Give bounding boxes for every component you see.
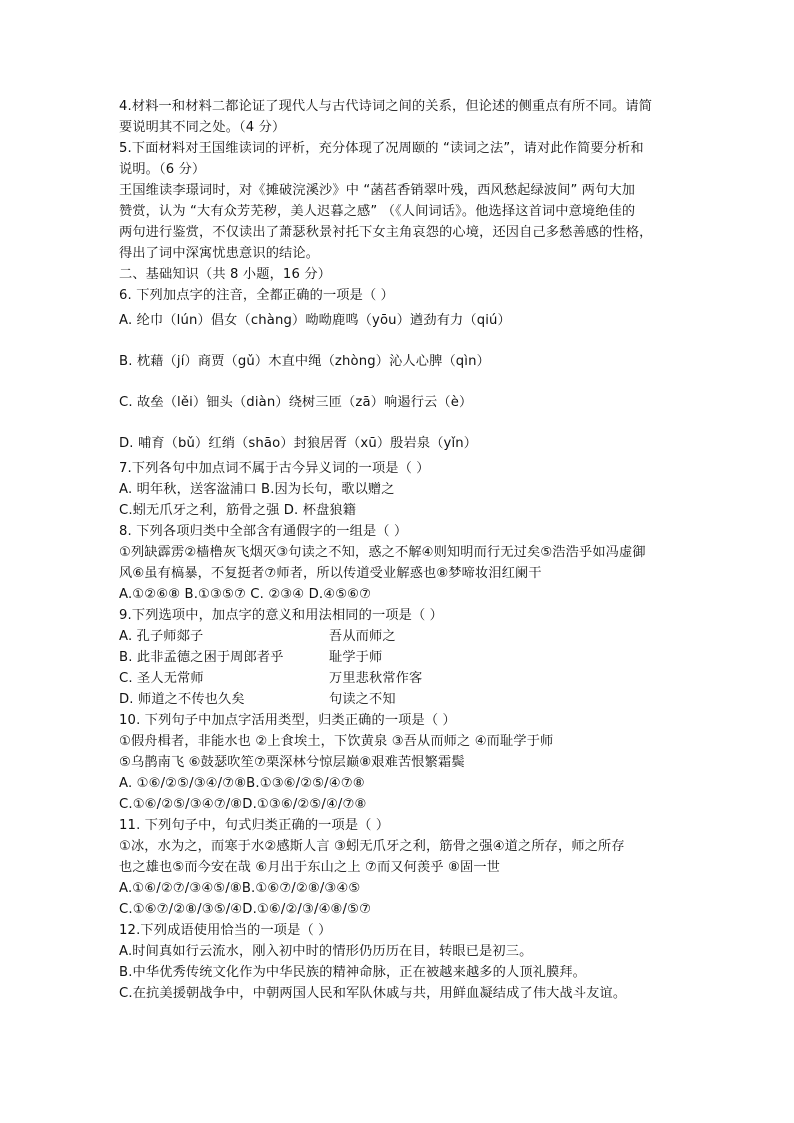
- q8-items-line: ①列缺霹雳②樯橹灰飞烟灭③句读之不知，惑之不解④则知明而行无过矣⑤浩浩乎如冯虚御: [119, 545, 646, 560]
- section-2-title: 二、基础知识（共 8 小题，16 分）: [119, 267, 332, 282]
- exam-page: [119, 96, 689, 1004]
- question-5: [119, 138, 689, 264]
- q7-options-line: C.蚓无爪牙之利，筋骨之强 D. 杯盘狼籍: [119, 503, 357, 518]
- q6-option-d: D. 哺育（bǔ）红绡（shāo）封狼居胥（xū）殷岩泉（yǐn）: [119, 436, 478, 451]
- q7-options-line: A. 明年秋，送客湓浦口 B.因为长句，歌以赠之: [119, 482, 395, 497]
- q9-option-c-right: 万里悲秋常作客: [329, 671, 423, 686]
- q10-answers-line: A. ①⑥/②⑤/③④/⑦⑧B.①③⑥/②⑤/④⑦⑧: [119, 776, 365, 791]
- q5-material-line: 得出了词中深寓忧患意识的结论。: [119, 246, 320, 261]
- q11-stem: 11. 下列句子中，句式归类正确的一项是（ ）: [119, 818, 390, 833]
- q9-option-b: [119, 647, 689, 668]
- question-7: [119, 458, 689, 521]
- q5-line-1: 5.下面材料对王国维读词的评析，充分体现了况周颐的 “读词之法”，请对此作简要分析和: [119, 141, 644, 156]
- q11-answers-line: C.①⑥⑦/②⑧/③⑤/④D.①⑥/②/③/④⑧/⑤⑦: [119, 902, 372, 917]
- q6-option-c: C. 故垒（lěi）钿头（diàn）绕树三匝（zā）响遏行云（è）: [119, 395, 473, 410]
- q6-stem: 6. 下列加点字的注音，全都正确的一项是（ ）: [119, 288, 394, 303]
- q10-stem: 10. 下列句子中加点字活用类型，归类正确的一项是（ ）: [119, 713, 456, 728]
- q6-option-b: B. 枕藉（jí）商贾（gǔ）木直中绳（zhòng）沁人心脾（qìn）: [119, 354, 490, 369]
- q4-line-2: 要说明其不同之处。（4 分）: [119, 120, 286, 135]
- question-9: [119, 605, 689, 710]
- q5-material-line: 王国维读李璟词时，对《摊破浣溪沙》中 “菡萏香销翠叶残，西风愁起绿波间” 两句大加: [119, 183, 636, 198]
- q12-option-b: B.中华优秀传统文化作为中华民族的精神命脉，正在被越来越多的人顶礼膜拜。: [119, 965, 587, 980]
- q5-material-line: 赞赏，认为 “大有众芳芜秽，美人迟暮之感” （《人间词话》。他选择这首词中意境绝佳的: [119, 204, 636, 219]
- q9-option-d-right: 句读之不知: [329, 692, 396, 707]
- q9-option-b-right: 耻学于师: [329, 650, 383, 665]
- q9-option-c-left: C. 圣人无常师: [119, 671, 204, 686]
- q10-items-line: ①假舟楫者，非能水也 ②上食埃土，下饮黄泉 ③吾从而师之 ④而耻学于师: [119, 734, 554, 749]
- question-6: [119, 285, 689, 458]
- question-4: [119, 96, 689, 138]
- q9-stem: 9.下列选项中，加点字的意义和用法相同的一项是（ ）: [119, 608, 443, 623]
- q5-material-line: 两句进行鉴赏，不仅读出了萧瑟秋景衬托下女主角哀怨的心境，还因自己多愁善感的性格，: [119, 225, 653, 240]
- q4-line-1: 4.材料一和材料二都论证了现代人与古代诗词之间的关系，但论述的侧重点有所不同。请简: [119, 99, 653, 114]
- q7-stem: 7.下列各句中加点词不属于古今异义词的一项是（ ）: [119, 461, 430, 476]
- question-10: [119, 710, 689, 815]
- q10-items-line: ⑤乌鹊南飞 ⑥鼓瑟吹笙⑦栗深林兮惊层巅⑧艰难苦恨繁霜鬓: [119, 755, 465, 770]
- q8-stem: 8. 下列各项归类中全部含有通假字的一组是（ ）: [119, 524, 408, 539]
- q12-option-a: A.时间真如行云流水，刚入初中时的情形仍历历在目，转眼已是初三。: [119, 944, 533, 959]
- q9-option-a: [119, 626, 689, 647]
- q12-option-c: C.在抗美援朝战争中，中朝两国人民和军队休戚与共，用鲜血凝结成了伟大战斗友谊。: [119, 986, 627, 1001]
- q9-option-b-left: B. 此非孟德之困于周郎者乎: [119, 650, 284, 665]
- q11-items-line: ①冰，水为之，而寒于水②感斯人言 ③蚓无爪牙之利，筋骨之强④道之所存，师之所存: [119, 839, 625, 854]
- q9-option-c: [119, 668, 689, 689]
- q9-option-a-left: A. 孔子师郯子: [119, 629, 204, 644]
- q5-line-2: 说明。（6 分）: [119, 162, 206, 177]
- q9-option-d: [119, 689, 689, 710]
- q9-option-a-right: 吾从而师之: [329, 629, 396, 644]
- q10-answers-line: C.①⑥/②⑤/③④⑦/⑧D.①③⑥/②⑤/④/⑦⑧: [119, 797, 367, 812]
- q11-answers-line: A.①⑥/②⑦/③④⑤/⑧B.①⑥⑦/②⑧/③④⑤: [119, 881, 361, 896]
- question-11: [119, 815, 689, 920]
- question-8: [119, 521, 689, 605]
- question-12: [119, 920, 689, 1004]
- q8-answers-line: A.①②⑥⑧ B.①③⑤⑦ C. ②③④ D.④⑤⑥⑦: [119, 587, 372, 602]
- q8-items-line: 风⑥虽有槁暴，不复挺者⑦师者，所以传道受业解惑也⑧梦啼妆泪红阑干: [119, 566, 542, 581]
- q12-stem: 12.下列成语使用恰当的一项是（ ）: [119, 923, 332, 938]
- q6-option-a: A. 纶巾（lún）倡女（chàng）呦呦鹿鸣（yōu）遒劲有力（qiú）: [119, 313, 511, 328]
- q9-option-d-left: D. 师道之不传也久矣: [119, 692, 245, 707]
- q11-items-line: 也之雄也⑤而今安在哉 ⑥月出于东山之上 ⑦而又何羡乎 ⑧固一世: [119, 860, 501, 875]
